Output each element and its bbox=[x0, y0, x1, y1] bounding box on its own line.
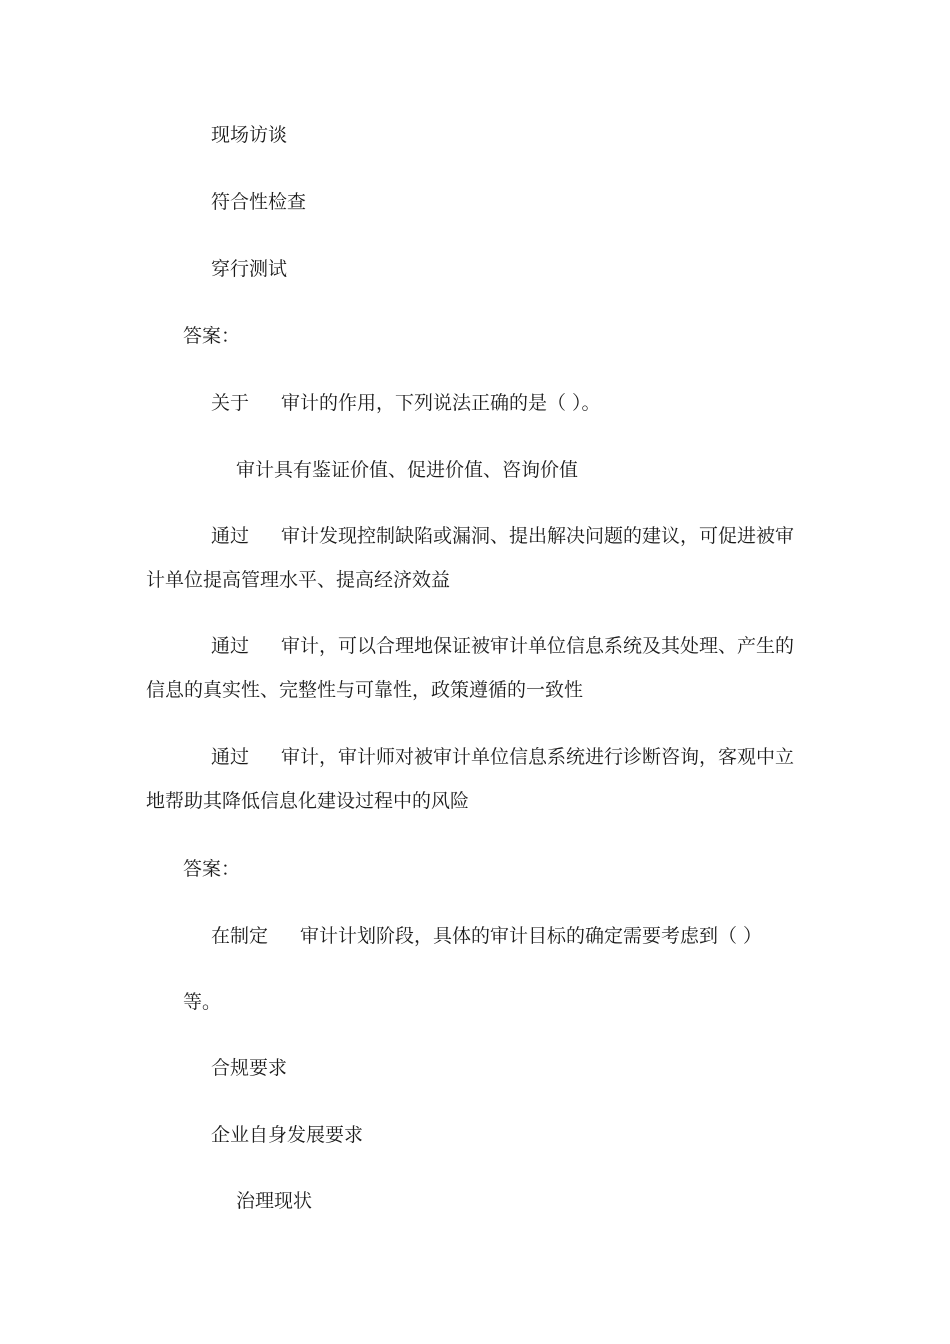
question-text: 审计的作用，下列说法正确的是（ ）。 bbox=[281, 392, 601, 414]
option-line: 穿行测试 bbox=[211, 258, 288, 280]
option-line: 治理现状 bbox=[236, 1190, 313, 1212]
question-prefix: 关于 bbox=[211, 392, 250, 414]
option-prefix: 通过 bbox=[211, 525, 250, 547]
option-line: 企业自身发展要求 bbox=[211, 1124, 364, 1146]
question-tail: 等。 bbox=[183, 991, 222, 1013]
option-paragraph bbox=[146, 514, 810, 602]
option-prefix: 通过 bbox=[211, 635, 250, 657]
question-prefix: 在制定 bbox=[211, 925, 269, 947]
option-paragraph bbox=[146, 624, 810, 712]
option-line: 现场访谈 bbox=[211, 124, 288, 146]
option-line: 符合性检查 bbox=[211, 191, 307, 213]
answer-label: 答案： bbox=[183, 325, 241, 347]
option-text: 审计发现控制缺陷或漏洞、提出解决问题的建议，可促进被审计单位提高管理水平、提高经济效益 bbox=[146, 525, 795, 591]
question-line bbox=[211, 924, 762, 948]
answer-label: 答案： bbox=[183, 858, 241, 880]
option-text: 审计，可以合理地保证被审计单位信息系统及其处理、产生的信息的真实性、完整性与可靠性，政策遵循的一致性 bbox=[146, 635, 795, 701]
option-text: 审计，审计师对被审计单位信息系统进行诊断咨询，客观中立地帮助其降低信息化建设过程中的风险 bbox=[146, 746, 795, 812]
option-line: 合规要求 bbox=[211, 1057, 288, 1079]
option-line: 审计具有鉴证价值、促进价值、咨询价值 bbox=[236, 459, 579, 481]
option-paragraph bbox=[146, 735, 810, 823]
question-line bbox=[211, 391, 601, 415]
question-text: 审计计划阶段，具体的审计目标的确定需要考虑到（ ） bbox=[300, 925, 763, 947]
option-prefix: 通过 bbox=[211, 746, 250, 768]
